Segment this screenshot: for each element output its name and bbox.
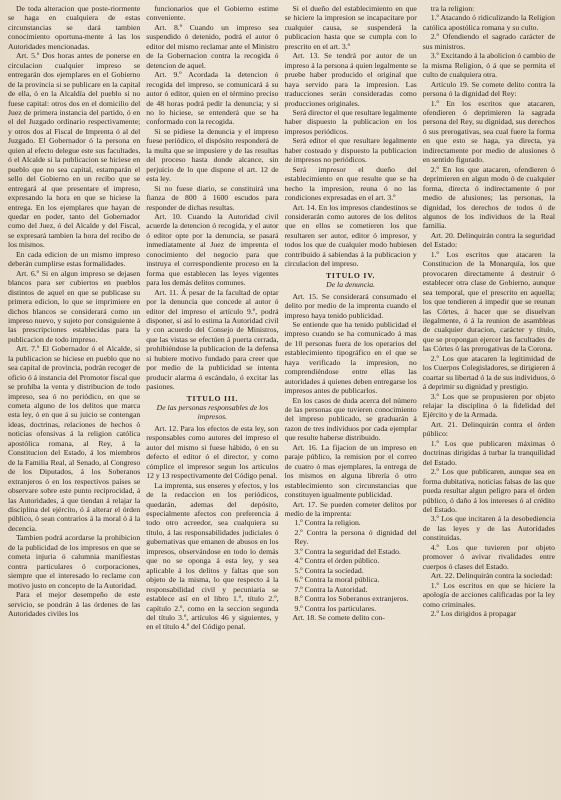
paragraph: Si se pidiese la denuncia y el impreso fuese periódico, el dispósito responderá de la multa que se impusiere y de las resultas del proceso hasta donde alcance, sin perjuicio de lo que dispone el art. 12 de esta ley. [146, 126, 279, 184]
paragraph: Art. 20. Delinquirán contra la seguridad del Estado: [422, 230, 555, 250]
paragraph: Será director el que resultare legalmente haber dispuesto la publicacion en los impresos periódicos. [284, 107, 417, 136]
paragraph: Art. 18. Se comete delito con- [292, 613, 385, 622]
paragraph: De toda alteracion que poste-riormente se haga en cualquiera de estas circunstancias se dará tambien conocimiento oportuna-mente á las los Autoridades mencionadas. [8, 4, 141, 51]
column-3 [285, 4, 417, 796]
column-4 [423, 4, 555, 796]
text-columns [8, 4, 555, 796]
section-subtitle: De las personas responsables de los impresos. [156, 403, 269, 422]
paragraph: Si no fuese diario, se constituirá una fianza de 800 á 1600 escudos para responder de dichas resultas. [146, 183, 279, 212]
paragraph: 4.º Los que tuvieren por objeto promover ó avivar rivalidades entre cuerpos ó clases del Estado. [422, 542, 555, 571]
paragraph: Se entiende que ha tenido publicidad el impreso cuando se ha comunicado á mas de 10 personas fuera de los operarios del establecimiento tipográfico en el que se haya verificado la impresion, no comprendiéndose entre ellas las autoridades á quienes deben entregarse los impresos antes de publicarlos. [284, 319, 417, 396]
paragraph: Art. 14. En los impresos clandestinos se considerarán como autores de los delitos que en ellos se cometieren los que resultaren ser autor, editor ó impresor, y todos los que de cualquier modo hubiesen contribuido á sabiendas á la publicacion y circulacion del impreso. [284, 202, 417, 269]
section-title: TITULO III. [186, 393, 239, 403]
paragraph: Art. 10. Cuando la Autoridad civil acuerde la detencion ó recogida, y el autor ó editor opte por la denuncia, se pasará inmediatamente al Juez de imprenta el conocimiento del negocio para que instruya el correspondiente proceso en la forma que establecen las leyes vigentes para los demás delitos comunes. [146, 211, 279, 288]
column-1 [8, 4, 140, 796]
list-item: 3.º Contra la seguridad del Estado. [294, 546, 401, 556]
paragraph: Art. 22. Delinquirán contra la sociedad: [430, 571, 553, 581]
paragraph: 2.º Los que atacaren la legitimidad de los Cuerpos Colegisladores, se dirigieren á coartar su libertad ó la de sus individuos, ó á deprimir su dignidad y prestigio. [422, 353, 555, 392]
paragraph: En los casos de duda acerca del número de las personas que tuvieren conocimiento del impreso publicado, se graduarán á razon de tres individuos por cada ejemplar que resulte haberse distribuido. [284, 395, 417, 443]
section-title: TITULO IV. [325, 270, 376, 280]
paragraph: 1.º Los escritos en que se hiciere la apología de acciones calificadas por la ley como criminales. [422, 580, 555, 609]
paragraph: 3.º Los que incitaren á la desobediencia de las leyes y de las Autoridades constituidas. [422, 514, 555, 543]
paragraph: Para el mejor desempeño de este servicio, se pondrán á las órdenes de las Autoridades civiles los [8, 590, 141, 618]
paragraph: Art. 5.º Dos horas antes de ponerse en circulacion cualquier impreso se entregarán dos ejemplares en el Gobierno de la provincia si se publicare en la capital de ella, ó en la Alcaldía del pueblo si no fuese capital: otros dos en el domicilio del Juez de primera instancia del partido, ó en el del Juzgado ordinario respectivamente; y otros dos al Fiscal de Imprenta ó al del Juzgado. El Gobernador ó la persona en quien al efecto delegue este sus facultades, ó el Alcalde si la publicacion se hiciese en pueblo que no sea capital, estamparán el sello del Gobierno en un recibo que se entregará al que presentare el impreso, expresando la hora en que se hiciese la entrega. En los ejemplares que hayan de quedar en poder, tanto del Gobernador como del Juez, ó del Alcalde y del Fiscal, se expresará tambien la hora del recibo de los mismos. [8, 51, 141, 250]
paragraph: Art. 8.º Cuando un impreso sea suspendido ó detenido, podrá el autor ó editor del mismo reclamar ante el Ministro de la Gobernacion contra la recogida ó detencion de aquel. [146, 22, 279, 70]
list-item: 2.º Contra la persona ó dignidad del Rey. [294, 527, 417, 547]
paragraph: Art. 17. Se pueden cometer delitos por medio de la imprenta: [284, 499, 417, 519]
paragraph: 1.º En los escritos que atacaren, ofendieren ó deprimieren la sagrada persona del Rey, su dignidad, sus derechos ó sus prerogativas, sea cual fuere la forma en que esto se haga, ya directa, ya indirectamente por medio de alusiones ó en sentido figurado. [422, 98, 555, 165]
list-item: 1.º Contra la religion. [294, 518, 361, 528]
list-item: 4.º Contra el órden público. [294, 556, 380, 566]
paragraph: Será editor el que resultare legalmente haber costeado y dispuesto la publicacion de impresos no periódicos. [284, 136, 417, 165]
paragraph: Tambien podrá acordarse la prohibicion de la publicidad de los impresos en que se cometa injuria ó calumnia manifiestas contra particulares ó corporaciones, siempre que el interesado lo reclame con motivo justo en concepto de la Autoridad. [8, 533, 141, 590]
list-item: 6.º Contra la moral pública. [294, 575, 380, 585]
column-2 [146, 4, 278, 796]
paragraph: Art. 21. Delinquirán contra el órden público: [422, 419, 555, 439]
paragraph: 1.º Atacando ó ridiculizando la Religion católica apostólica romana y su culto. [422, 13, 555, 32]
paragraph: Art. 7.º El Gobernador ó el Alcalde, si la publicacion se hiciese en pueblo que no sea capital de provincia, podrán recoger de oficio ó á instancia del Promotor fiscal que se prohíba la venta y distribucion de todo impreso, sea ó no periódico, en que se cometa alguno de los delitos que marca esta ley, ó en que á su juicio se contengan ideas, doctrinas, relaciones de hechos ó noticias ofensivas á la religion católica apostólica romana, al Rey, á la Constitucion del Estado, á los miembros de la Familia Real, al Senado, al Congreso de los Diputados, á los Soberanos extranjeros ó en los respectivos países se observare sobre este punto reciprocidad, á las Autoridades, á que tiendan á relajar la disciplina del ejército, ó á alterar el órden público, ó sean contrarios á la moral ó á la decencia. [8, 344, 141, 533]
paragraph: 3.º Excitando á la abolicion ó cambio de la misma Religion, ó á que se permita el culto de cualquiera otra. [422, 51, 555, 80]
paragraph: 2.º En los que atacaren, ofendieren ó deprimieren en algun modo ó de cualquier forma, directa ó indirectamente ó por medio de alusiones; las personas, la dignidad, los derechos de todos ó de algunos de los individuos de la Real familia. [422, 164, 555, 231]
paragraph: Art. 11. Á pesar de la facultad de optar por la denuncia que concede al autor ó editor del impreso el artículo 9.º, podrá disponer, si así lo estima la Autoridad civil y con acuerdo del Consejo de Ministros, que las vistas se efectúen á puerta cerrada, prohibiéndose la publicacion de la defensa si hubiere motivo fundado para creer que por medio de la publicidad se intenta producir alarma ó escándalo, ó excitar las pasiones. [146, 287, 279, 392]
paragraph: Artículo 19. Se comete delito contra la persona ó la dignidad del Rey: [422, 79, 555, 99]
paragraph: La imprenta, sus enseres y efectos, y los de la redaccion en los periódicos, quedarán, ademas del depósito, especialmente afectos con preferencia á todo otro acreedor, sea cualquiera su título, á las responsabilidades judiciales ó gubernativas que emanen de abusos en los impresos, observándose en todo lo demás que no se oponga á esta ley, y sea aplicable á los delitos y faltas que son objeto de la misma, lo que respecto á la responsabilidad civil y pecuniaria se establece así en el libro 1.º, título 2.º, capítulo 2.º, como en la seccion segunda del título 3.º, artículos 46 y siguientes, y en el título 4.º del Código penal. [146, 480, 279, 632]
list-item: 8.º Contra los Soberanos extranjeros. [294, 594, 409, 604]
paragraph: 3.º Los que se propusieren por objeto relajar la disciplina ó la fidelidad del Ejército y de la Armada. [422, 391, 555, 420]
paragraph: Art. 13. Se tendrá por autor de un impreso á la persona á quien legalmente se pruebe haber producido el original que haya servido para la impresion. Las traducciones serán consideradas como producciones originales. [284, 51, 417, 108]
list-item: 9.º Contra los particulares. [294, 603, 377, 613]
paragraph: tra la religion: [430, 4, 475, 13]
paragraph: Art. 12. Para los efectos de esta ley, son responsables como autores del impreso el autor del mismo si fuese hábido, ó en su defecto el editor ó el director, y como cómplice el impresor segun los artículos 12 y 13 respectivamente del Código penal. [146, 423, 279, 481]
paragraph: 2.º Los que publicaren, aunque sea en forma dubitativa, noticias falsas de las que pueda resultar algun peligro para el órden público, ó daño á los intereses ó al crédito del Estado. [422, 467, 555, 515]
paragraph: Art. 16. La fijacion de un impreso en paraje público, la remision por el correo de cuatro ó mas ejemplares, la entrega de los mismos en alguna librería ó otro establecimiento son circunstancias que constituyen igualmente publicidad. [284, 442, 417, 500]
list-item: 5.º Contra la sociedad. [294, 565, 364, 575]
paragraph: Art. 15. Se considerará consumado el delito por medio de la imprenta cuando el impreso haya tenido publicidad. [284, 291, 417, 320]
paragraph: Art. 6.º Si en algun impreso se dejasen blancos para ser cubiertos en pueblos distintos de aquel en que se publicase su primera edicion, lo que se imprimiere en dichos blancos se considerará como un impreso nuevo, y sujeto por consiguiente á las prescripciones establecidas para la publicacion de todo impreso. [8, 268, 141, 344]
list-item: 7.º Contra la Autoridad. [294, 584, 368, 594]
paragraph: Será impresor el dueño del establecimiento en que resulte que se ha hecho la impresion, reuna ó no las condiciones expresadas en el art. 3.º [284, 164, 417, 203]
paragraph: En cada edicion de un mismo impreso deberán cumplirse estas formalidades. [8, 249, 141, 269]
paragraph: funcionarios que el Gobierno estime conveniente. [146, 4, 279, 23]
paragraph: 1.º Los escritos que atacaren la Constitucion de la Monarquía, los que provocaren directamente á destruir ó establecer otra clase de Gobierno, aunque sea temporal, que el prescrito en aquella; los que tendieren á impedir que se reunan las Córtes, á hacer que se disuelvan ilegalmente, ó á la reunion de asambleas de cualquier duracion, carácter y título, que se propongan ejercer las facultades de las Córtes ó las prerogativas de la Corona. [422, 249, 555, 354]
paragraph: 1.º Los que publicaren máximas ó doctrinas dirigidas á turbar la tranquilidad del Estado. [422, 438, 555, 467]
paragraph: Art. 9.º Acordada la detencion ó recogida del impreso, se comunicará á su autor ó editor, quien en el término preciso de 48 horas podrá pedir la denuncia; y si no lo hiciese, se entenderá que se ha conformado con la recogida. [146, 70, 279, 127]
paragraph: 2.º Los dirigidos á propagar [430, 609, 517, 618]
paragraph: Si el dueño del establecimiento en que se hiciere la impresion se incapacitare por cualquier causa, se suspenderá la publicacion hasta que se cumpla con lo prescrito en el art. 3.º [284, 4, 417, 51]
section-subtitle: De la denuncia. [326, 280, 376, 290]
paragraph: 2.º Ofendiendo el sagrado carácter de sus ministros. [422, 32, 555, 51]
